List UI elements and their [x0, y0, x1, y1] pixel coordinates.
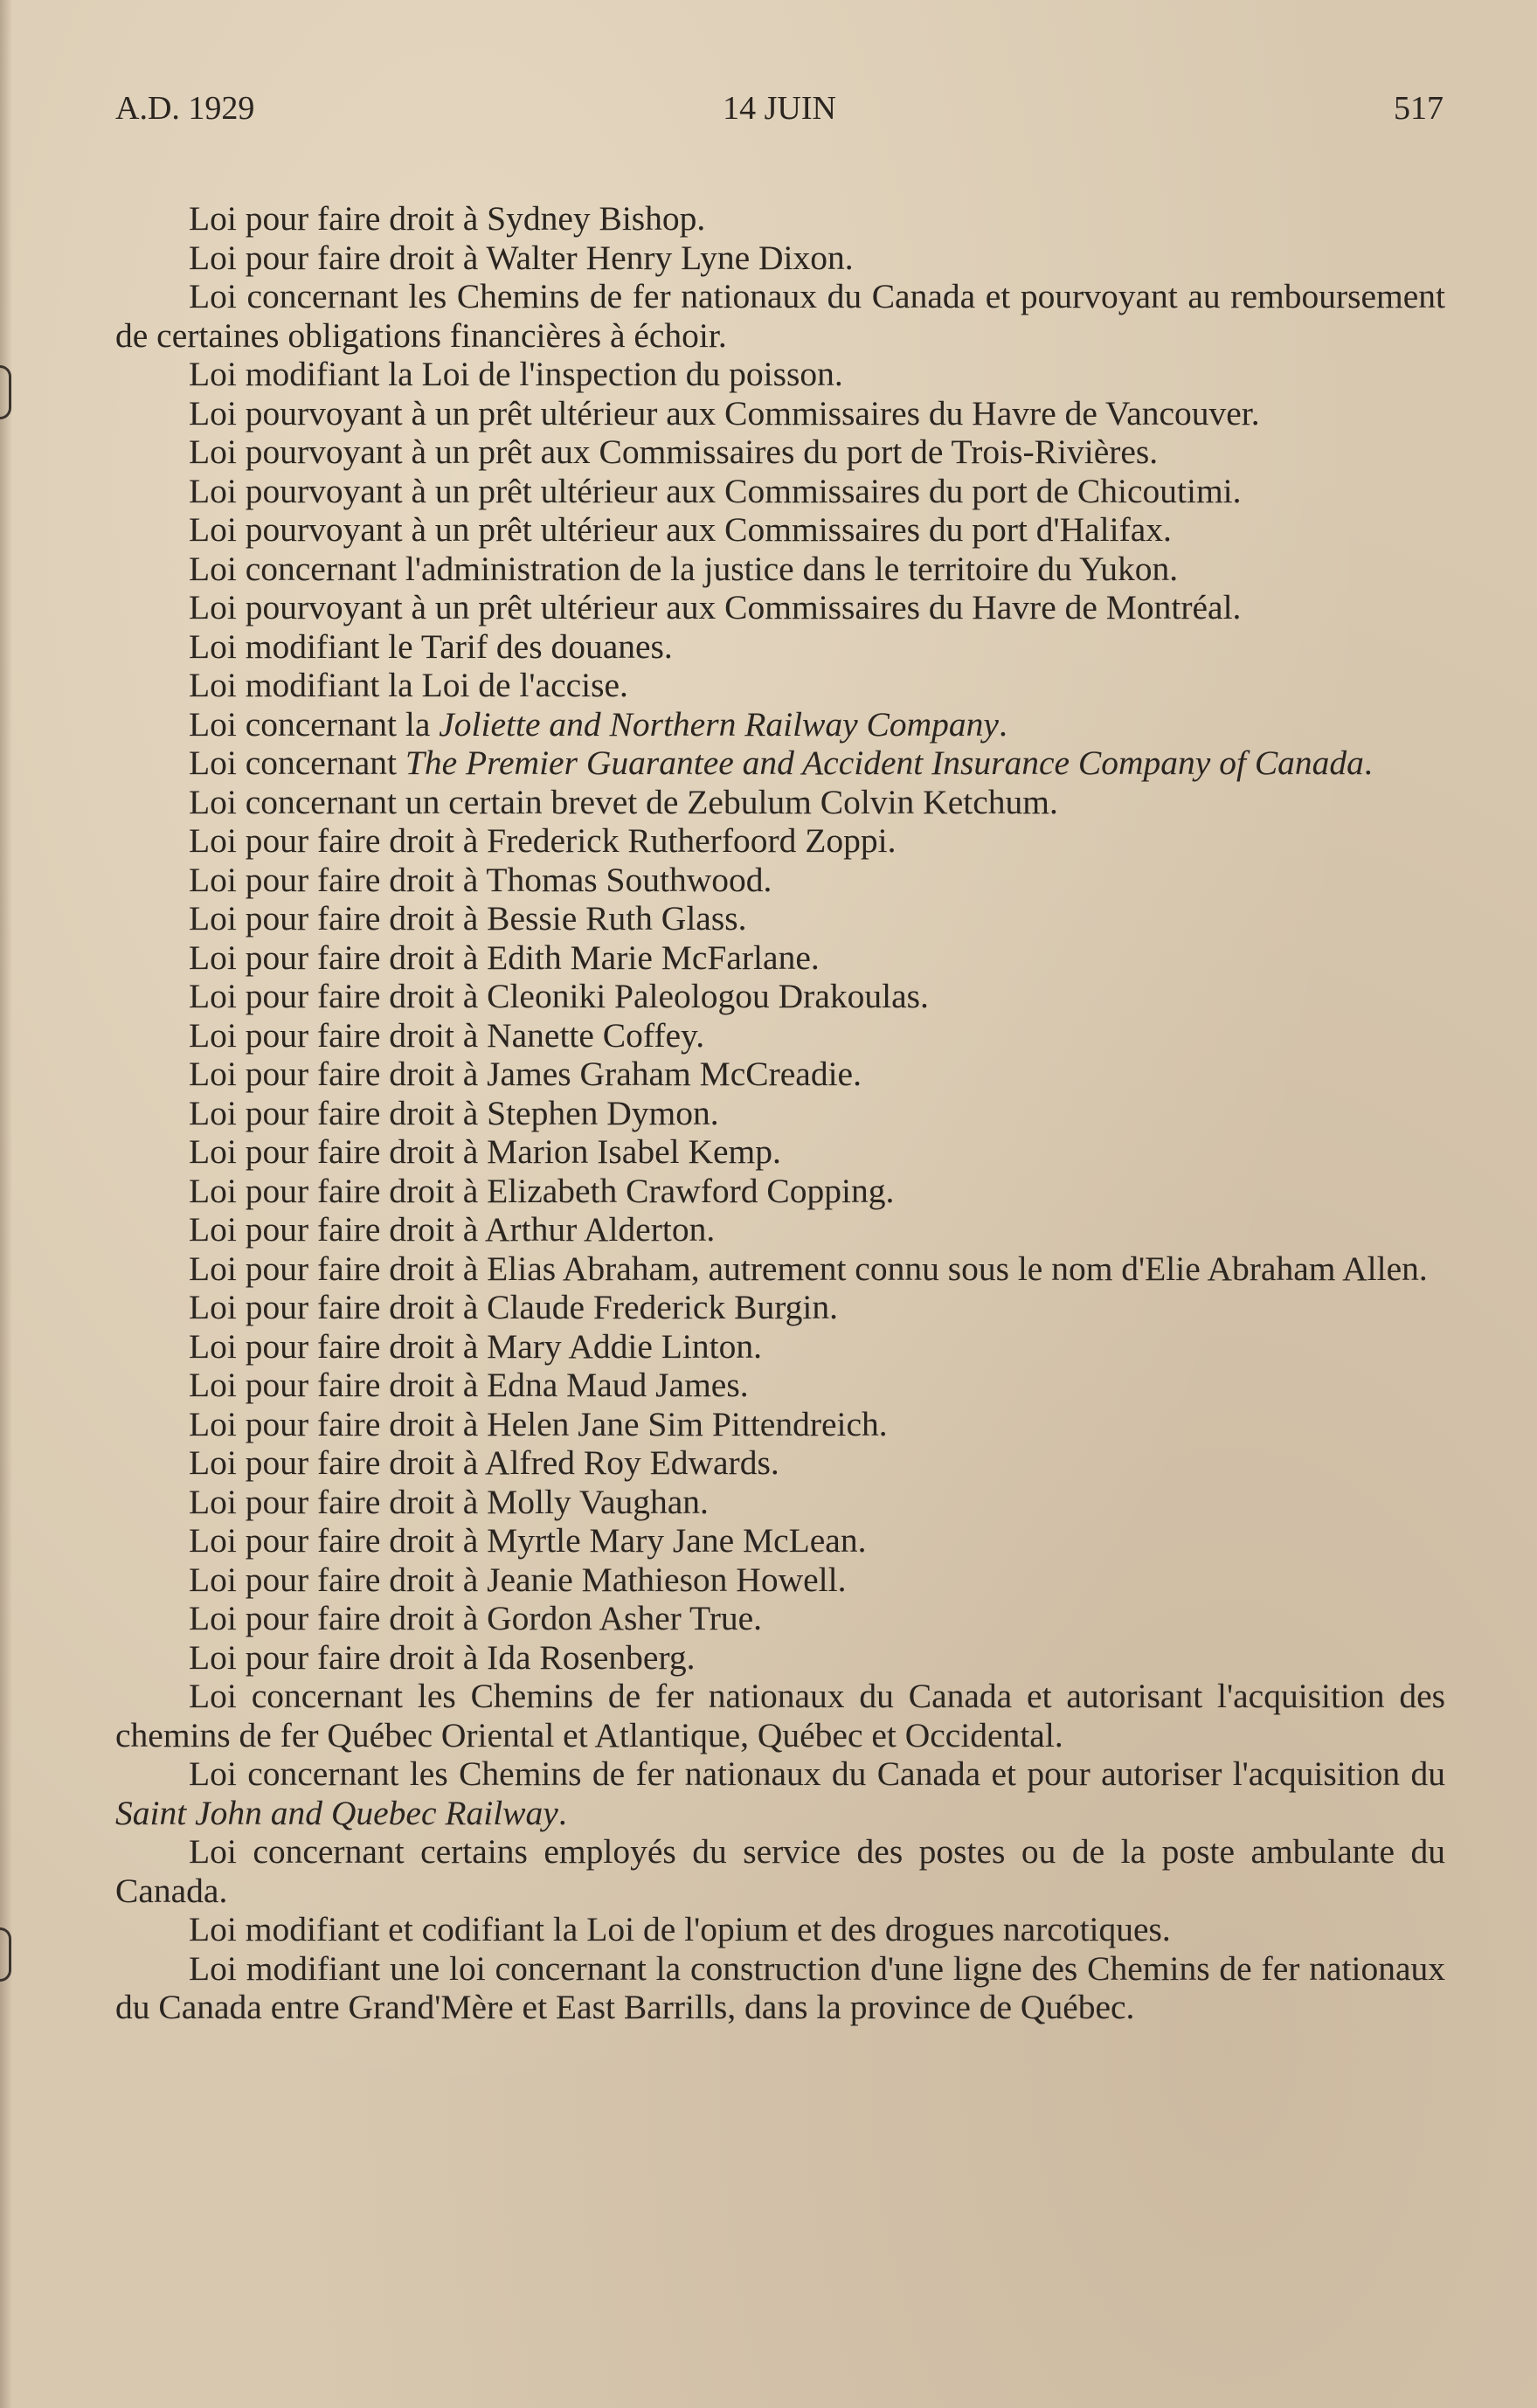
bill-entry-text: Loi pour faire droit à Ida Rosenberg. [189, 1637, 696, 1677]
bill-entry [115, 355, 1445, 394]
bill-entry-text: Loi modifiant une loi concernant la construction d'une ligne des Chemins de fer nationaux du Canada entre Grand'Mère et East Barrills, dans la province de Québec. [115, 1948, 1445, 2026]
page-number: 517 [1394, 90, 1444, 127]
bill-entry-text: Loi pour faire droit à Frederick Rutherfoord Zoppi. [189, 821, 897, 860]
bill-entry-text: Loi pourvoyant à un prêt ultérieur aux Commissaires du Havre de Vancouver. [189, 393, 1260, 432]
bill-entry [115, 1599, 1445, 1638]
bill-entry [115, 977, 1445, 1016]
bill-entry [115, 1949, 1445, 2027]
bill-entry [115, 1560, 1445, 1600]
bill-entry-text: Loi pourvoyant à un prêt ultérieur aux Commissaires du port de Chicoutimi. [189, 471, 1242, 510]
bill-entry-text: Loi pour faire droit à Edna Maud James. [189, 1366, 749, 1404]
bill-entry [115, 1132, 1445, 1172]
bill-entry-text: Loi pourvoyant à un prêt ultérieur aux Commissaires du port d'Halifax. [189, 510, 1172, 549]
bill-entry-text: Loi pour faire droit à Cleoniki Paleologou Drakoulas. [189, 977, 929, 1015]
bill-list [115, 199, 1445, 2027]
header-date: 14 JUIN [723, 90, 836, 127]
bill-entry [115, 1483, 1445, 1522]
bill-entry [115, 1677, 1445, 1754]
bill-entry-text: Loi pour faire droit à Nanette Coffey. [189, 1015, 705, 1055]
bill-entry-text: Loi concernant les Chemins de fer nationaux du Canada et autorisant l'acquisition des chemins de fer Québec Oriental et Atlantique, Québec et Occidental. [115, 1677, 1445, 1754]
bill-entry [115, 1366, 1445, 1405]
bill-entry [115, 861, 1445, 900]
bill-entry-text: Loi modifiant et codifiant la Loi de l'opium et des drogues narcotiques. [189, 1910, 1171, 1948]
bill-entry-text: Loi pour faire droit à Elizabeth Crawford Copping. [189, 1171, 895, 1210]
bill-entry-text: Loi modifiant la Loi de l'inspection du poisson. [189, 355, 843, 393]
bill-entry-text: Loi concernant les Chemins de fer nationaux du Canada et pourvoyant au remboursement de certaines obligations financières à échoir. [115, 277, 1445, 355]
bill-entry [115, 394, 1445, 433]
bill-entry [115, 1327, 1445, 1367]
bill-entry-text: Loi pour faire droit à Walter Henry Lyne Dixon. [189, 238, 854, 277]
bill-entry [115, 1016, 1445, 1055]
bill-entry [115, 1055, 1445, 1094]
bill-entry [115, 744, 1445, 783]
header-year: A.D. 1929 [115, 90, 255, 127]
bill-entry-text: Loi pour faire droit à James Graham McCreadie. [189, 1055, 862, 1093]
bill-entry [115, 472, 1445, 511]
bill-entry-text: Loi pour faire droit à Mary Addie Linton. [189, 1326, 762, 1366]
bill-entry-text: Loi concernant les Chemins de fer nationaux du Canada et pour autoriser l'acquisition du [189, 1754, 1445, 1793]
bill-entry-suffix: . [998, 704, 1007, 744]
bill-entry [115, 899, 1445, 938]
bill-entry [115, 1210, 1445, 1249]
bill-entry-text: Loi pour faire droit à Elias Abraham, autrement connu sous le nom d'Elie Abraham Allen. [189, 1249, 1428, 1288]
bill-entry [115, 239, 1445, 278]
bill-entry-text: Loi pourvoyant à un prêt ultérieur aux Commissaires du Havre de Montréal. [189, 588, 1242, 626]
bill-entry [115, 1094, 1445, 1133]
bill-entry-text: Loi concernant [189, 744, 405, 782]
bill-entry-text: Loi modifiant le Tarif des douanes. [189, 626, 673, 666]
bill-entry-text: Loi pour faire droit à Molly Vaughan. [189, 1482, 709, 1521]
bill-entry-italic-name: The Premier Guarantee and Accident Insurance Company of Canada [405, 744, 1364, 782]
bill-entry [115, 1521, 1445, 1560]
bill-entry [115, 588, 1445, 627]
bill-entry-italic-name: Saint John and Quebec Railway [115, 1793, 558, 1832]
binding-hole-mark-bottom [0, 1927, 11, 1982]
bill-entry-text: Loi concernant l'administration de la justice dans le territoire du Yukon. [189, 549, 1179, 588]
bill-entry-text: Loi pour faire droit à Thomas Southwood. [189, 860, 772, 899]
bill-entry [115, 627, 1445, 667]
bill-entry [115, 277, 1445, 355]
bill-entry [115, 1910, 1445, 1949]
bill-entry-text: Loi pour faire droit à Jeanie Mathieson Howell. [189, 1560, 847, 1599]
bill-entry-suffix: . [557, 1793, 567, 1832]
bill-entry [115, 783, 1445, 822]
bill-entry-text: Loi pour faire droit à Edith Marie McFarlane. [189, 938, 820, 977]
page-binding-shadow [0, 0, 12, 2408]
bill-entry-text: Loi pourvoyant à un prêt aux Commissaires du port de Trois-Rivières. [189, 432, 1159, 471]
bill-entry-text: Loi pour faire droit à Marion Isabel Kemp. [189, 1132, 781, 1171]
bill-entry [115, 1832, 1445, 1910]
bill-entry [115, 1754, 1445, 1832]
bill-entry-text: Loi pour faire droit à Sydney Bishop. [189, 199, 706, 238]
bill-entry-text: Loi pour faire droit à Gordon Asher True. [189, 1599, 763, 1637]
bill-entry [115, 1249, 1445, 1289]
bill-entry-text: Loi pour faire droit à Stephen Dymon. [189, 1093, 719, 1132]
bill-entry-suffix: . [1363, 744, 1373, 782]
bill-entry [115, 1405, 1445, 1444]
bill-entry-text: Loi pour faire droit à Arthur Alderton. [189, 1210, 716, 1249]
bill-entry-text: Loi pour faire droit à Claude Frederick Burgin. [189, 1288, 838, 1326]
bill-entry [115, 550, 1445, 589]
binding-hole-mark-top [0, 365, 11, 419]
bill-entry-text: Loi pour faire droit à Alfred Roy Edwards. [189, 1443, 779, 1482]
bill-entry-text: Loi pour faire droit à Helen Jane Sim Pittendreich. [189, 1404, 888, 1443]
bill-entry [115, 666, 1445, 705]
bill-entry [115, 938, 1445, 978]
bill-entry-text: Loi pour faire droit à Bessie Ruth Glass. [189, 899, 747, 938]
bill-entry [115, 432, 1445, 472]
bill-entry [115, 199, 1445, 239]
bill-entry [115, 1443, 1445, 1483]
bill-entry [115, 705, 1445, 744]
bill-entry-text: Loi concernant certains employés du service des postes ou de la poste ambulante du Canada. [115, 1832, 1445, 1910]
bill-entry [115, 1288, 1445, 1327]
bill-entry [115, 510, 1445, 550]
bill-entry-text: Loi modifiant la Loi de l'accise. [189, 666, 628, 704]
bill-entry-text: Loi concernant la [189, 704, 440, 744]
bill-entry-text: Loi concernant un certain brevet de Zebulum Colvin Ketchum. [189, 782, 1058, 821]
bill-entry-italic-name: Joliette and Northern Railway Company [439, 704, 999, 744]
bill-entry [115, 821, 1445, 861]
bill-entry [115, 1172, 1445, 1211]
bill-entry [115, 1638, 1445, 1678]
bill-entry-text: Loi pour faire droit à Myrtle Mary Jane McLean. [189, 1521, 867, 1560]
page-header [115, 89, 1444, 142]
